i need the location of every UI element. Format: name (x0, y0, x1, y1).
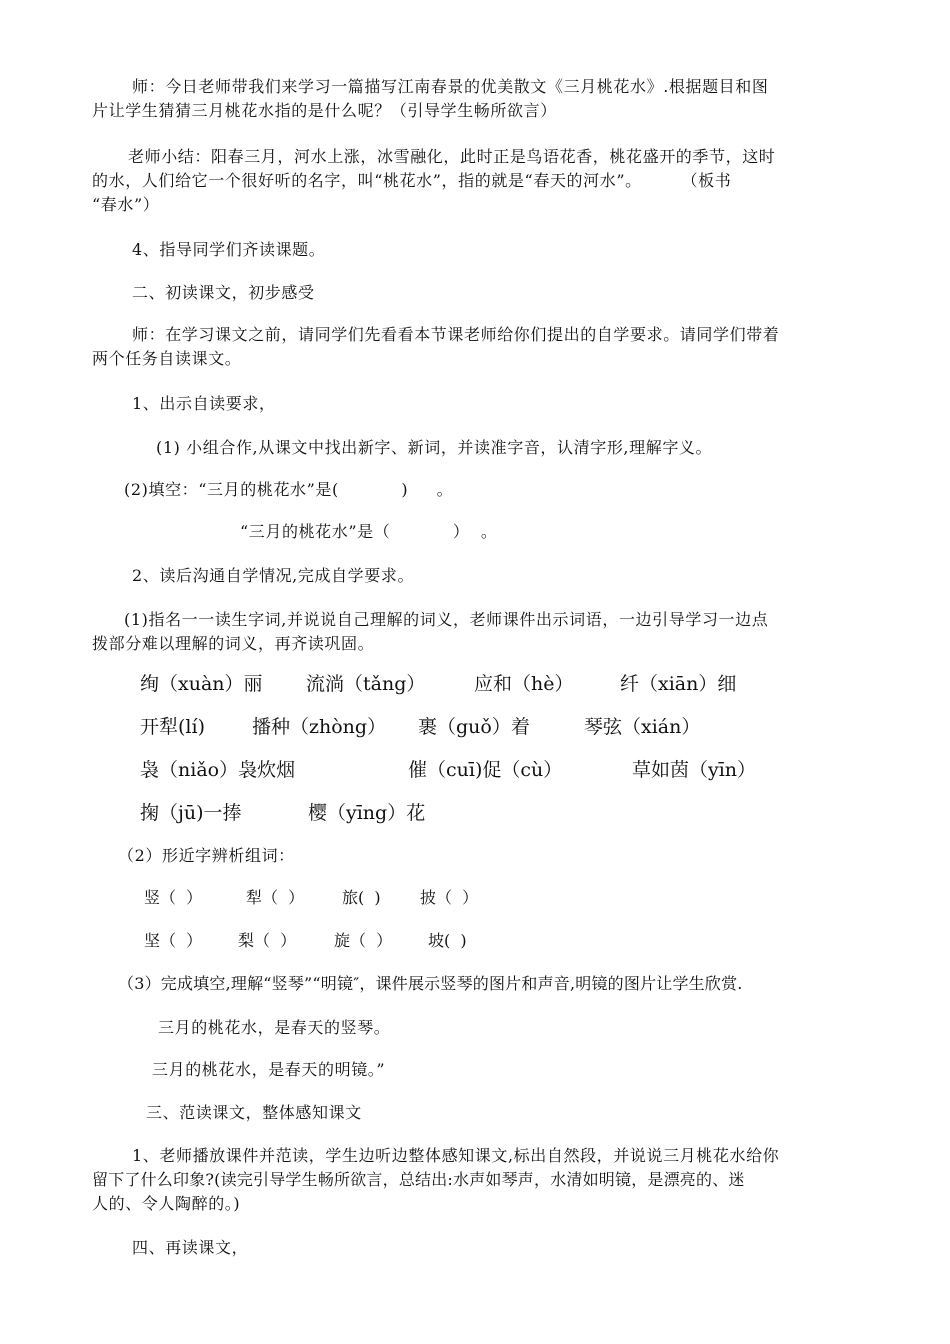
vocab-row-1 (0, 671, 950, 697)
similar-chars-row-1 (0, 887, 950, 909)
sentence-mirror: 三月的桃花水，是春天的明镜。” (152, 1060, 386, 1079)
vocab-item: 掬（jū)一捧 (140, 802, 242, 824)
section-heading-3: 三、范读课文，整体感知课文 (146, 1103, 362, 1122)
vocab-item: 纤（xiān）细 (620, 673, 737, 695)
paragraph-summary-line1: 老师小结：阳春三月，河水上涨，冰雪融化，此时正是鸟语花香，桃花盛开的季节，这时 (128, 147, 776, 166)
paragraph-model-reading-line3: 人的、令人陶醉的。) (92, 1194, 241, 1213)
section-heading-2: 二、初读课文，初步感受 (132, 283, 315, 302)
vocab-item: 催（cuī)促（cù） (408, 759, 563, 781)
vocab-item: 袅（niǎo）袅炊烟 (140, 759, 296, 781)
section-heading-4: 四、再读课文， (132, 1238, 249, 1257)
similar-char-item: 坡( ) (428, 931, 467, 950)
requirement-1: (1) 小组合作,从课文中找出新字、新词，并读准字音，认清字形,理解字义。 (156, 438, 713, 457)
vocab-item: 流淌（tǎng） (306, 673, 426, 695)
vocab-item: 樱（yīng）花 (308, 802, 426, 824)
sentence-harp: 三月的桃花水，是春天的竖琴。 (158, 1018, 391, 1037)
paragraph-model-reading-line1: 1、老师播放课件并范读，学生边听边整体感知课文,标出自然段，并说说三月桃花水给你 (132, 1146, 780, 1165)
similar-chars-row-2 (0, 930, 950, 952)
paragraph-self-study-line1: 师：在学习课文之前，请同学们先看看本节课老师给你们提出的自学要求。请同学们带着 (132, 325, 780, 344)
paragraph-teacher-intro-line1: 师：今日老师带我们来学习一篇描写江南春景的优美散文《三月桃花水》.根据题目和图 (132, 77, 769, 96)
step-read-title: 4、指导同学们齐读课题。 (132, 240, 326, 259)
vocab-item: 裹（guǒ）着 (418, 716, 530, 738)
vocab-row-4 (0, 800, 950, 826)
vocab-item: 应和（hè） (474, 673, 574, 695)
paragraph-vocab-intro-line2: 拨部分难以理解的词义，再齐读巩固。 (92, 634, 375, 653)
step-fill-understand: （3）完成填空,理解“竖琴”“明镜″，课件展示竖琴的图片和声音,明镜的图片让学生欣赏. (118, 974, 743, 993)
requirement-2-fill-blank-second: “三月的桃花水”是（ ） 。 (240, 522, 498, 541)
similar-char-item: 梨（ ） (238, 931, 297, 950)
paragraph-vocab-intro-line1: (1)指名一一读生字词,并说说自己理解的词义，老师课件出示词语，一边引导学习一边点 (124, 610, 769, 629)
vocab-item: 草如茵（yīn） (632, 759, 757, 781)
paragraph-teacher-intro-line2: 片让学生猜猜三月桃花水指的是什么呢？（引导学生畅所欲言） (92, 101, 557, 120)
paragraph-self-study-line2: 两个任务自读课文。 (92, 349, 242, 368)
vocab-row-3 (0, 757, 950, 783)
vocab-item: 开犁(lí) (140, 716, 205, 738)
vocab-item: 琴弦（xián） (584, 716, 701, 738)
step-show-requirements: 1、出示自读要求， (132, 394, 276, 413)
vocab-row-2 (0, 714, 950, 740)
step-communicate: 2、读后沟通自学情况,完成自学要求。 (132, 566, 415, 585)
similar-char-item: 犁（ ） (246, 888, 305, 907)
similar-char-item: 披（ ） (420, 888, 479, 907)
vocab-item: 播种（zhòng） (252, 716, 387, 738)
paragraph-summary-line2: 的水，人们给它一个很好听的名字，叫“桃花水”，指的就是“春天的河水”。 （板书 (92, 171, 732, 190)
similar-char-item: 竖（ ） (144, 888, 203, 907)
requirement-2-fill-blank: (2)填空：“三月的桃花水”是( ) 。 (124, 480, 454, 499)
similar-chars-heading: （2）形近字辨析组词： (118, 846, 295, 865)
similar-char-item: 坚（ ） (144, 931, 203, 950)
paragraph-model-reading-line2: 留下了什么印象?(读完引导学生畅所欲言，总结出:水声如琴声，水清如明镜，是漂亮的、迷 (92, 1170, 745, 1189)
similar-char-item: 旋（ ） (334, 931, 393, 950)
paragraph-summary-line3: “春水”） (92, 195, 160, 214)
similar-char-item: 旅( ) (342, 888, 381, 907)
vocab-item: 绚（xuàn）丽 (140, 673, 263, 695)
